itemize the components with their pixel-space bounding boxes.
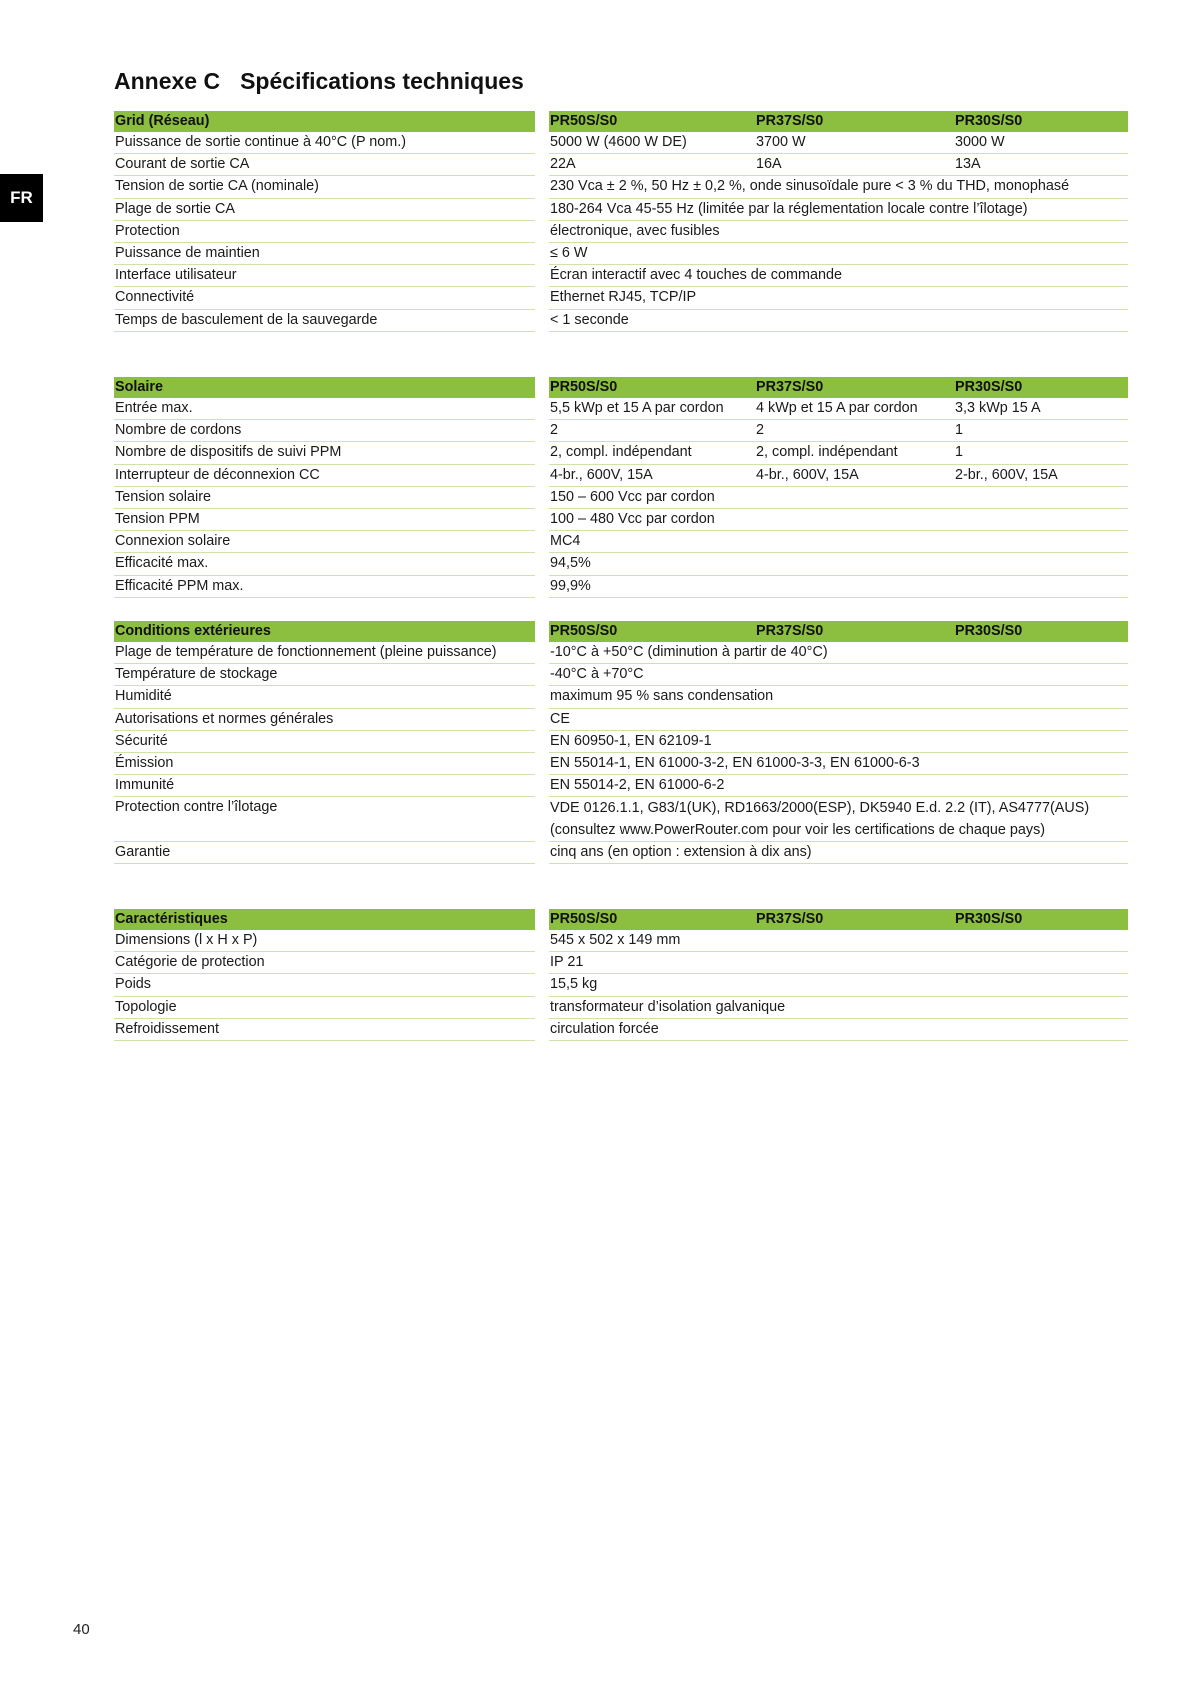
row-value: 4-br., 600V, 15A (550, 466, 653, 483)
row-value: cinq ans (en option : extension à dix ans) (550, 843, 812, 860)
table-row (114, 398, 1128, 420)
table-row (114, 952, 1128, 974)
row-value: 22A (550, 156, 576, 173)
characteristics-spec-table (114, 909, 1128, 1041)
row-label: Refroidissement (114, 1019, 535, 1041)
row-label: Sécurité (114, 731, 535, 753)
row-label: Garantie (114, 842, 535, 864)
grid-spec-table (114, 111, 1128, 332)
row-label: Interrupteur de déconnexion CC (114, 465, 535, 487)
table-row (114, 531, 1128, 553)
row-label: Efficacité max. (114, 553, 535, 575)
row-value-line: VDE 0126.1.1, G83/1(UK), RD1663/2000(ESP), DK5940 E.d. 2.2 (IT), AS4777(AUS) (550, 800, 1090, 817)
row-value: 15,5 kg (550, 976, 598, 993)
row-label: Puissance de maintien (114, 243, 535, 265)
table-header (114, 377, 1128, 398)
row-value: IP 21 (550, 954, 584, 971)
title-text: Spécifications techniques (240, 68, 524, 94)
table-row (114, 465, 1128, 487)
row-label: Tension solaire (114, 487, 535, 509)
row-value: 2 (550, 422, 559, 439)
row-value: 3700 W (756, 134, 806, 150)
table-row (114, 310, 1128, 332)
row-label: Plage de température de fonctionnement (pleine puissance) (114, 642, 535, 664)
table-header (114, 909, 1128, 930)
row-value: Ethernet RJ45, TCP/IP (550, 289, 697, 306)
table-row (114, 199, 1128, 221)
row-value: 3,3 kWp 15 A (955, 400, 1041, 416)
row-value: 230 Vca ± 2 %, 50 Hz ± 0,2 %, onde sinusoïdale pure < 3 % du THD, monophasé (550, 178, 1070, 195)
model-header: PR30S/S0 (955, 623, 1023, 639)
row-label: Nombre de cordons (114, 420, 535, 442)
row-value: 180-264 Vca 45-55 Hz (limitée par la réglementation locale contre l’îlotage) (550, 200, 1028, 217)
language-tab[interactable]: FR (0, 174, 43, 222)
row-value: 2-br., 600V, 15A (955, 466, 1058, 483)
row-value: ≤ 6 W (550, 244, 588, 261)
model-header: PR50S/S0 (550, 623, 618, 639)
table-row (114, 709, 1128, 731)
row-value: transformateur d’isolation galvanique (550, 998, 786, 1015)
table-row (114, 132, 1128, 154)
table-row (114, 176, 1128, 198)
table-row (114, 664, 1128, 686)
row-value: 3000 W (955, 134, 1005, 150)
row-label: Plage de sortie CA (114, 199, 535, 221)
row-label: Autorisations et normes générales (114, 709, 535, 731)
row-value: 5000 W (4600 W DE) (550, 134, 687, 150)
table-row (114, 997, 1128, 1019)
row-label: Humidité (114, 686, 535, 708)
model-header: PR37S/S0 (756, 911, 824, 927)
model-header: PR37S/S0 (756, 623, 824, 639)
row-label: Nombre de dispositifs de suivi PPM (114, 442, 535, 464)
table-row (114, 775, 1128, 797)
table-row (114, 930, 1128, 952)
row-value: 94,5% (550, 555, 591, 572)
row-value: 150 – 600 Vcc par cordon (550, 488, 715, 505)
row-label: Connectivité (114, 287, 535, 309)
row-value: 2 (756, 422, 765, 439)
row-value: EN 55014-2, EN 61000-6-2 (550, 777, 725, 794)
row-value: 545 x 502 x 149 mm (550, 932, 681, 948)
row-label: Interface utilisateur (114, 265, 535, 287)
table-row (114, 487, 1128, 509)
table-row (114, 243, 1128, 265)
row-label: Immunité (114, 775, 535, 797)
row-value: 4 kWp et 15 A par cordon (756, 400, 918, 416)
table-row (114, 642, 1128, 664)
row-label: Efficacité PPM max. (114, 576, 535, 598)
section-heading: Solaire (114, 377, 535, 398)
row-value: EN 60950-1, EN 62109-1 (550, 732, 712, 749)
table-row (114, 1019, 1128, 1041)
row-value: 4-br., 600V, 15A (756, 466, 859, 483)
table-header (114, 621, 1128, 642)
row-value: circulation forcée (550, 1020, 659, 1037)
table-row (114, 442, 1128, 464)
section-heading: Grid (Réseau) (114, 111, 535, 132)
row-value: 2, compl. indépendant (550, 444, 692, 461)
row-value: 13A (955, 156, 981, 173)
row-label: Poids (114, 974, 535, 996)
row-label: Dimensions (l x H x P) (114, 930, 535, 952)
row-value: -40°C à +70°C (550, 666, 644, 683)
row-value: 1 (955, 444, 964, 461)
model-header: PR30S/S0 (955, 911, 1023, 927)
row-label: Émission (114, 753, 535, 775)
row-value: 100 – 480 Vcc par cordon (550, 510, 715, 527)
table-row (114, 287, 1128, 309)
row-value: Écran interactif avec 4 touches de commande (550, 267, 842, 284)
row-label: Connexion solaire (114, 531, 535, 553)
row-value: MC4 (550, 533, 581, 550)
model-header: PR50S/S0 (550, 379, 618, 395)
page-number: 40 (73, 1621, 90, 1638)
table-row (114, 974, 1128, 996)
row-label: Temps de basculement de la sauvegarde (114, 310, 535, 332)
table-row (114, 154, 1128, 176)
section-heading: Caractéristiques (114, 909, 535, 930)
table-row (114, 686, 1128, 708)
row-value: 5,5 kWp et 15 A par cordon (550, 400, 724, 416)
row-value: maximum 95 % sans condensation (550, 688, 774, 705)
row-label: Topologie (114, 997, 535, 1019)
row-value: 1 (955, 422, 964, 439)
table-row (114, 753, 1128, 775)
row-label: Protection (114, 221, 535, 243)
row-label: Puissance de sortie continue à 40°C (P nom.) (114, 132, 535, 154)
model-header: PR30S/S0 (955, 113, 1023, 129)
table-row (114, 420, 1128, 442)
table-row (114, 221, 1128, 243)
page-title (114, 68, 524, 95)
table-row (114, 509, 1128, 531)
row-value (549, 797, 1128, 840)
row-label: Protection contre l’îlotage (114, 797, 535, 841)
row-value: CE (550, 710, 570, 727)
annex-label: Annexe C (114, 68, 221, 94)
table-header (114, 111, 1128, 132)
table-row (114, 797, 1128, 841)
row-label: Courant de sortie CA (114, 154, 535, 176)
row-label: Catégorie de protection (114, 952, 535, 974)
row-value: -10°C à +50°C (diminution à partir de 40°C) (550, 644, 828, 660)
row-label: Tension PPM (114, 509, 535, 531)
row-value: 16A (756, 156, 782, 173)
table-row (114, 576, 1128, 598)
model-header: PR37S/S0 (756, 379, 824, 395)
row-value: < 1 seconde (550, 311, 629, 328)
row-value: 2, compl. indépendant (756, 444, 898, 461)
model-header: PR50S/S0 (550, 113, 618, 129)
table-row (114, 553, 1128, 575)
row-label: Tension de sortie CA (nominale) (114, 176, 535, 198)
row-value: 99,9% (550, 577, 591, 594)
row-label: Entrée max. (114, 398, 535, 420)
row-value-line: (consultez www.PowerRouter.com pour voir les certifications de chaque pays) (550, 822, 1046, 839)
table-row (114, 842, 1128, 864)
model-header: PR50S/S0 (550, 911, 618, 927)
environment-spec-table (114, 621, 1128, 864)
row-value: EN 55014-1, EN 61000-3-2, EN 61000-3-3, EN 61000-6-3 (550, 754, 920, 771)
solar-spec-table (114, 377, 1128, 598)
model-header: PR37S/S0 (756, 113, 824, 129)
row-label: Température de stockage (114, 664, 535, 686)
row-value: électronique, avec fusibles (550, 222, 720, 239)
model-header: PR30S/S0 (955, 379, 1023, 395)
table-row (114, 265, 1128, 287)
table-row (114, 731, 1128, 753)
section-heading: Conditions extérieures (114, 621, 535, 642)
